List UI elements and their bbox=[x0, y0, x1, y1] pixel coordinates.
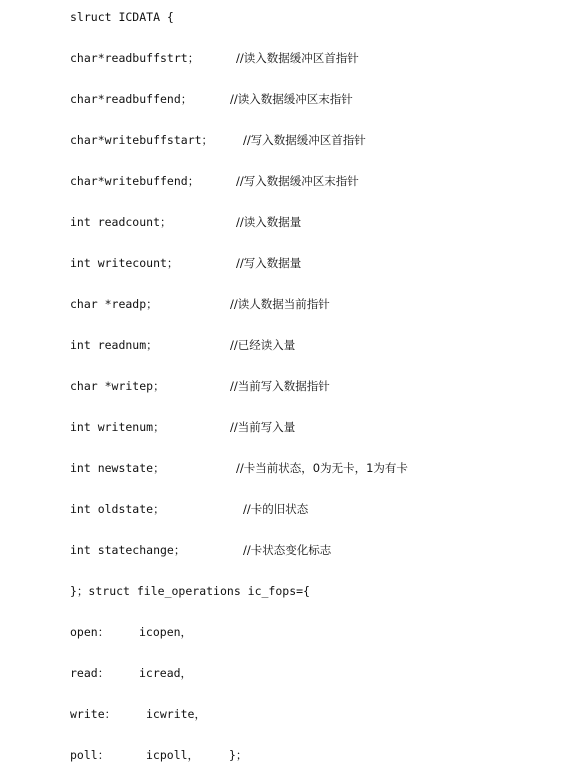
code-line: char *writep； bbox=[70, 379, 165, 393]
code-comment: //读入数据缓冲区末指针 bbox=[230, 92, 353, 106]
fops-field-value: icread， bbox=[139, 666, 193, 680]
code-line: char *readp； bbox=[70, 297, 158, 311]
code-line: int statechange； bbox=[70, 543, 186, 557]
code-line: char*writebuffstart； bbox=[70, 133, 214, 147]
fops-field-value: icwrite， bbox=[146, 707, 206, 721]
code-line: char*readbuffend； bbox=[70, 92, 193, 106]
fops-close-brace: }； bbox=[229, 748, 248, 762]
fops-field-key: read： bbox=[70, 666, 110, 680]
code-comment: //当前写入量 bbox=[230, 420, 296, 434]
code-comment: //卡当前状态，0为无卡，1为有卡 bbox=[236, 461, 408, 475]
code-line: char*writebuffend； bbox=[70, 174, 200, 188]
code-comment: //读入数据量 bbox=[236, 215, 302, 229]
struct-declaration-line: slruct ICDATA { bbox=[70, 10, 174, 24]
code-line: char*readbuffstrt； bbox=[70, 51, 200, 65]
code-line: int newstate； bbox=[70, 461, 165, 475]
code-comment: //当前写入数据指针 bbox=[230, 379, 330, 393]
fops-field-key: open： bbox=[70, 625, 110, 639]
code-comment: //读入数据缓冲区首指针 bbox=[236, 51, 359, 65]
code-comment: //写入数据缓冲区末指针 bbox=[236, 174, 359, 188]
code-line: int writenum； bbox=[70, 420, 165, 434]
code-line: int writecount； bbox=[70, 256, 179, 270]
code-comment: //读人数据当前指针 bbox=[230, 297, 330, 311]
code-comment: //卡的旧状态 bbox=[243, 502, 309, 516]
code-comment: //写入数据量 bbox=[236, 256, 302, 270]
struct-close-line: }；struct file_operations ic_fops={ bbox=[70, 584, 310, 598]
code-comment: //写入数据缓冲区首指针 bbox=[243, 133, 366, 147]
code-comment: //已经读入量 bbox=[230, 338, 296, 352]
code-line: int readnum； bbox=[70, 338, 158, 352]
fops-field-key: write： bbox=[70, 707, 117, 721]
code-line: int oldstate； bbox=[70, 502, 165, 516]
fops-field-value: icopen， bbox=[139, 625, 193, 639]
fops-field-value: icpoll， bbox=[146, 748, 200, 762]
code-comment: //卡状态变化标志 bbox=[243, 543, 332, 557]
code-line: int readcount； bbox=[70, 215, 172, 229]
fops-field-key: poll： bbox=[70, 748, 110, 762]
